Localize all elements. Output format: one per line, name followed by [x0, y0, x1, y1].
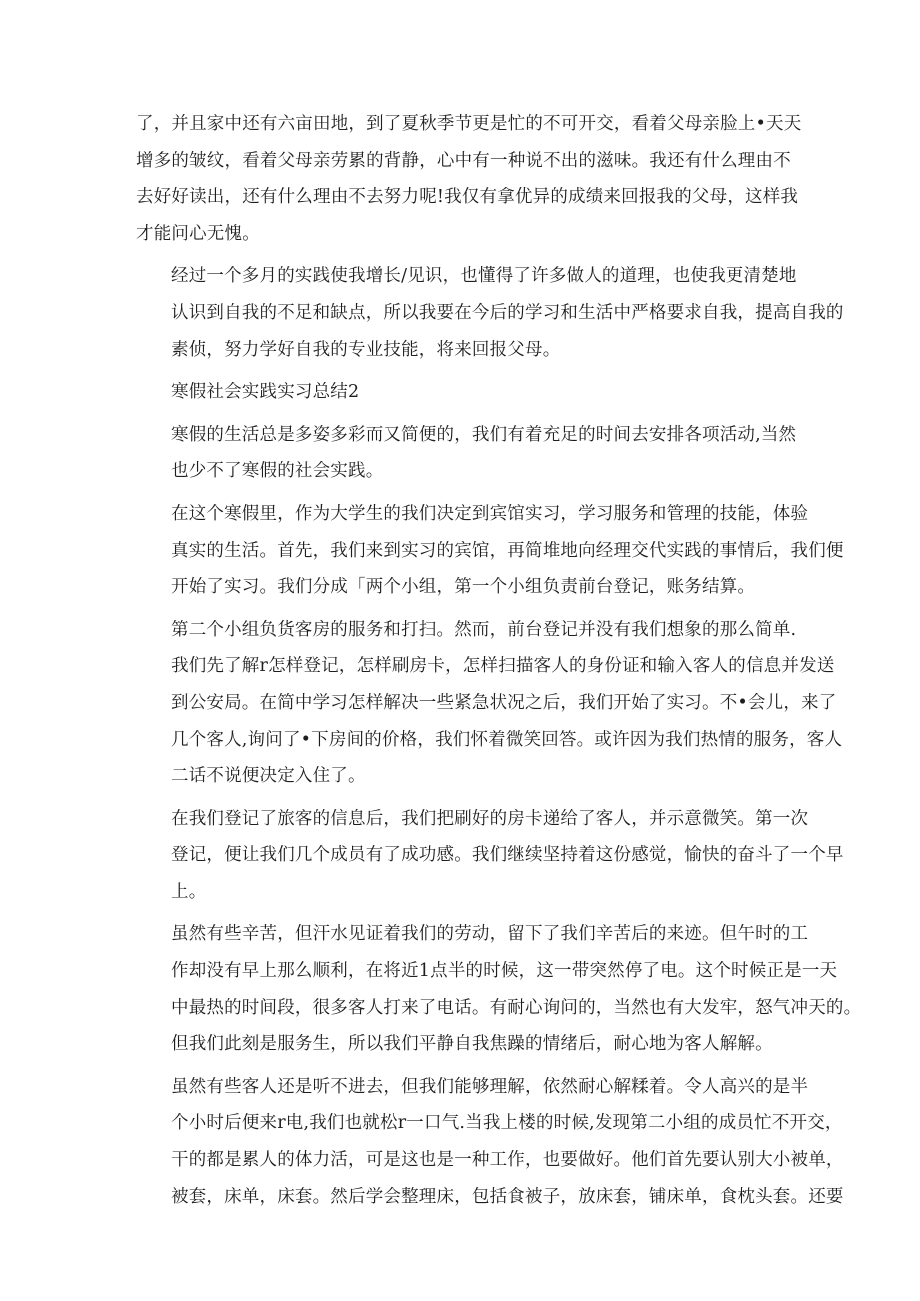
text-line: 作却没有早上那么顺利，在将近1点半的时候，这一带突然停了电。这个时候正是一天	[171, 961, 838, 982]
paragraph	[136, 496, 844, 606]
text-line: 了，并且家中还有六亩田地，到了夏秋季节更是忙的不可开交，看着父母亲脸上•天天	[136, 114, 802, 134]
text-line: 被套，床单，床套。然后学会整理床，包括食被子，放床套，铺床单，食枕头套。还要	[171, 1186, 844, 1207]
text-line: 个小时后便来r电,我们也就松r一口气.当我上楼的时候,发现第二小组的成员忙不开交，	[171, 1113, 843, 1134]
text-line: 寒假的生活总是多姿多彩而又简便的，我们有着充足的时间去安排各项活动,当然	[171, 424, 797, 445]
paragraph	[136, 612, 843, 795]
text-line: 但我们此刻是服务生，所以我们平静自我焦躁的情绪后，耐心地为客人解解。	[171, 1034, 773, 1055]
document-body	[136, 106, 862, 1221]
text-line: 去好好读出，还有什么理由不去努力呢!我仅有拿优异的成绩来回报我的父母，这样我	[136, 187, 799, 208]
text-line: 才能问心无愧。	[136, 223, 260, 244]
paragraph	[136, 801, 844, 911]
text-line: 上。	[171, 881, 207, 902]
text-line: 我们先了解r怎样登记，怎样刷房卡，怎样扫描客人的身份证和输入客人的信息并发送	[171, 656, 835, 677]
paragraph	[136, 258, 844, 368]
text-line: 虽然有些客人还是听不进去，但我们能够理解，依然耐心解糅着。令人高兴的是半	[171, 1076, 809, 1097]
text-line: 也少不了寒假的社会实践。	[171, 461, 384, 482]
text-line: 在这个寒假里，作为大学生的我们决定到宾馆实习，学习服务和管理的技能，体验	[171, 503, 809, 524]
paragraph	[136, 106, 802, 252]
text-line: 几个客人,询问了•下房间的价格，我们怀着微笑回答。或许因为我们热情的服务，客人	[171, 729, 843, 750]
text-line: 寒假社会实践实习总结2	[171, 382, 360, 403]
text-line: 真实的生活。首先，我们来到实习的宾馆，再简堆地向经理交代实践的事情后，我们便	[171, 540, 844, 561]
text-line: 第二个小组负货客房的服务和打扫。然而，前台登记并没有我们想象的那么简单.	[171, 619, 797, 640]
text-line: 素侦，努力学好自我的专业技能，将来回报父母。	[171, 339, 561, 360]
text-line: 开始了实习。我们分成「两个小组，第一个小组负责前台登记，账务结算。	[171, 577, 756, 598]
text-line: 在我们登记了旅客的信息后，我们把刷好的房卡递给了客人，并示意微笑。第一次	[171, 808, 809, 829]
text-line: 经过一个多月的实践使我增长/见识，也懂得了许多做人的道理，也使我更清楚地	[171, 266, 797, 287]
section-heading	[136, 374, 782, 411]
text-line: 登记，便让我们几个成员有了成功感。我们继续坚持着这份感觉，愉快的奋斗了一个早	[171, 845, 844, 866]
paragraph	[136, 916, 862, 1062]
text-line: 认识到自我的不足和缺点，所以我要在今后的学习和生活中严格要求自我，提高自我的	[171, 302, 844, 323]
paragraph	[136, 417, 797, 490]
paragraph	[136, 1069, 844, 1215]
text-line: 增多的皱纹，看着父母亲劳累的背静，心中有一种说不出的滋味。我还有什么理由不	[136, 150, 791, 171]
text-line: 干的都是累人的体力活，可是这也是一种工作，也要做好。他们首先要认别大小被单，	[171, 1150, 844, 1171]
text-line: 到公安局。在简中学习怎样解决一些紧急状况之后，我们开始了实习。不•会儿，来了	[171, 692, 837, 713]
text-line: 虽然有些辛苦，但汗水见证着我们的劳动，留下了我们辛苦后的来迹。但午时的工	[171, 924, 809, 945]
text-line: 二话不说便决定入住了。	[171, 766, 366, 787]
text-line: 中最热的时间段，很多客人打来了电话。有耐心询问的，当然也有大发牢，怒气冲天的。	[171, 997, 862, 1018]
